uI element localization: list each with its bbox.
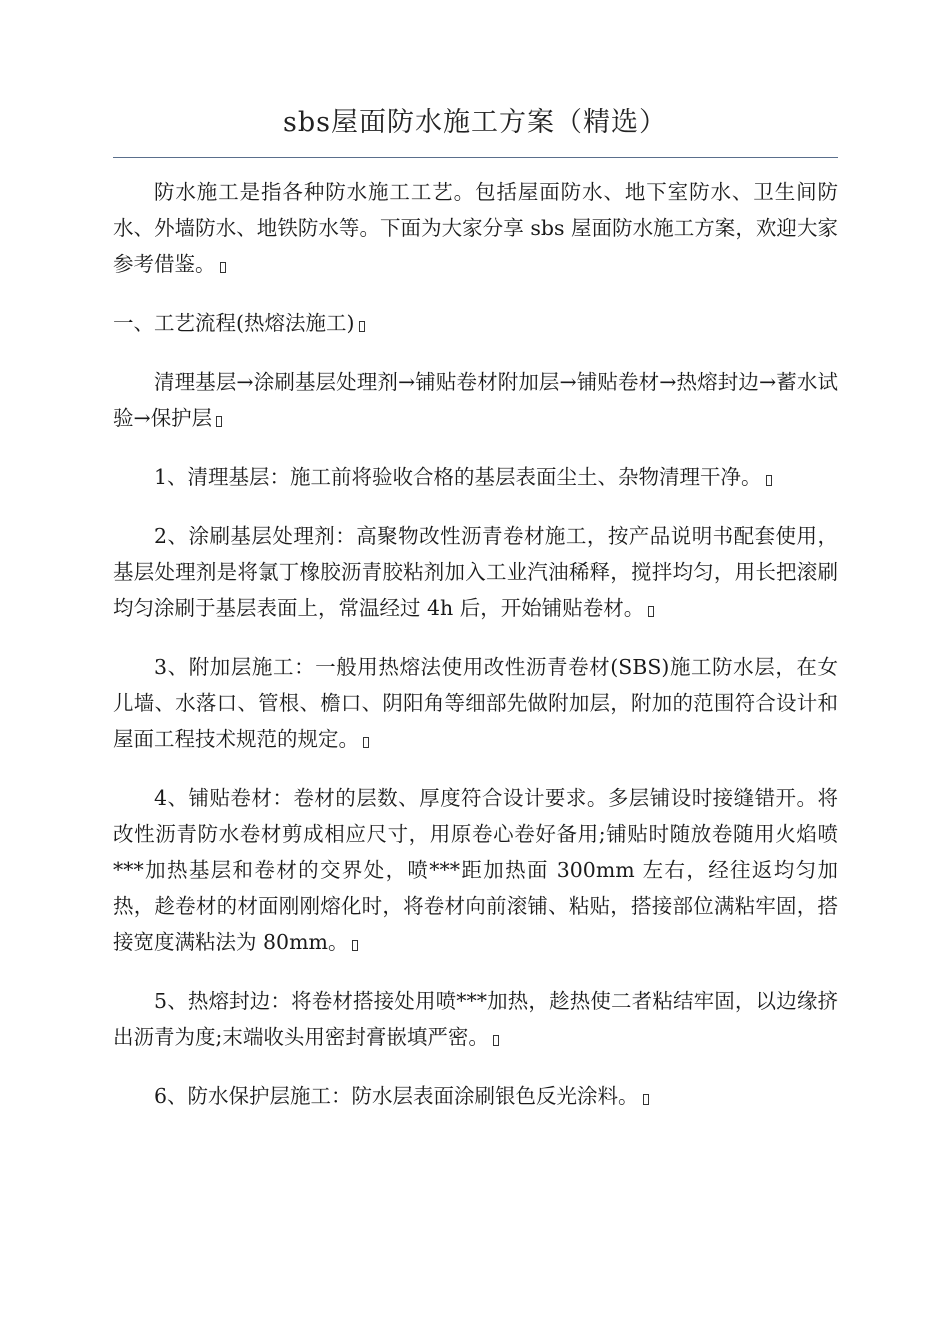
- paragraph-step-2: [113, 518, 838, 626]
- heading-text: 一、工艺流程(热熔法施工): [113, 311, 355, 335]
- paragraph-step-5: [113, 983, 838, 1055]
- paragraph-step-1: [113, 459, 838, 495]
- paragraph-text: 4、铺贴卷材：卷材的层数、厚度符合设计要求。多层铺设时接缝错开。将改性沥青防水卷材剪成相应尺寸，用原卷心卷好备用;铺贴时随放卷随用火焰喷***加热基层和卷材的交界处，喷***距加热面 300mm 左右，经往返均匀加热，趁卷材的材面刚刚熔化时，将卷材向前滚铺、粘贴，搭接部位满粘牢固，搭接宽度满粘法为 80mm。: [113, 786, 838, 954]
- paragraph-process-flow: [113, 364, 838, 436]
- title-divider: [113, 157, 838, 158]
- paragraph-mark-icon: [352, 940, 358, 951]
- paragraph-step-4: [113, 780, 838, 960]
- paragraph-mark-icon: [359, 321, 365, 332]
- paragraph-text: 1、清理基层：施工前将验收合格的基层表面尘土、杂物清理干净。: [154, 465, 762, 489]
- paragraph-mark-icon: [643, 1094, 649, 1105]
- document-title: sbs屋面防水施工方案（精选）: [283, 107, 667, 138]
- paragraph-step-6: [113, 1078, 838, 1114]
- paragraph-intro: [113, 174, 838, 282]
- paragraph-mark-icon: [648, 606, 654, 617]
- paragraph-text: 清理基层→涂刷基层处理剂→铺贴卷材附加层→铺贴卷材→热熔封边→蓄水试验→保护层: [113, 370, 838, 430]
- paragraph-mark-icon: [766, 475, 772, 486]
- paragraph-text: 6、防水保护层施工：防水层表面涂刷银色反光涂料。: [154, 1084, 639, 1108]
- paragraph-mark-icon: [363, 737, 369, 748]
- paragraph-step-3: [113, 649, 838, 757]
- paragraph-text: 防水施工是指各种防水施工工艺。包括屋面防水、地下室防水、卫生间防水、外墙防水、地铁防水等。下面为大家分享 sbs 屋面防水施工方案，欢迎大家参考借鉴。: [113, 180, 838, 276]
- section-heading-process: [113, 305, 838, 341]
- paragraph-mark-icon: [216, 416, 222, 427]
- paragraph-mark-icon: [220, 262, 226, 273]
- paragraph-text: 5、热熔封边：将卷材搭接处用喷***加热，趁热使二者粘结牢固，以边缘挤出沥青为度;末端收头用密封膏嵌填严密。: [113, 989, 838, 1049]
- paragraph-text: 3、附加层施工：一般用热熔法使用改性沥青卷材(SBS)施工防水层，在女儿墙、水落口、管根、檐口、阴阳角等细部先做附加层，附加的范围符合设计和屋面工程技术规范的规定。: [113, 655, 838, 751]
- paragraph-text: 2、涂刷基层处理剂：高聚物改性沥青卷材施工，按产品说明书配套使用，基层处理剂是将氯丁橡胶沥青胶粘剂加入工业汽油稀释，搅拌均匀，用长把滚刷均匀涂刷于基层表面上，常温经过 4h 后，开始铺贴卷材。: [113, 524, 838, 620]
- document-body: [113, 174, 838, 1137]
- paragraph-mark-icon: [493, 1035, 499, 1046]
